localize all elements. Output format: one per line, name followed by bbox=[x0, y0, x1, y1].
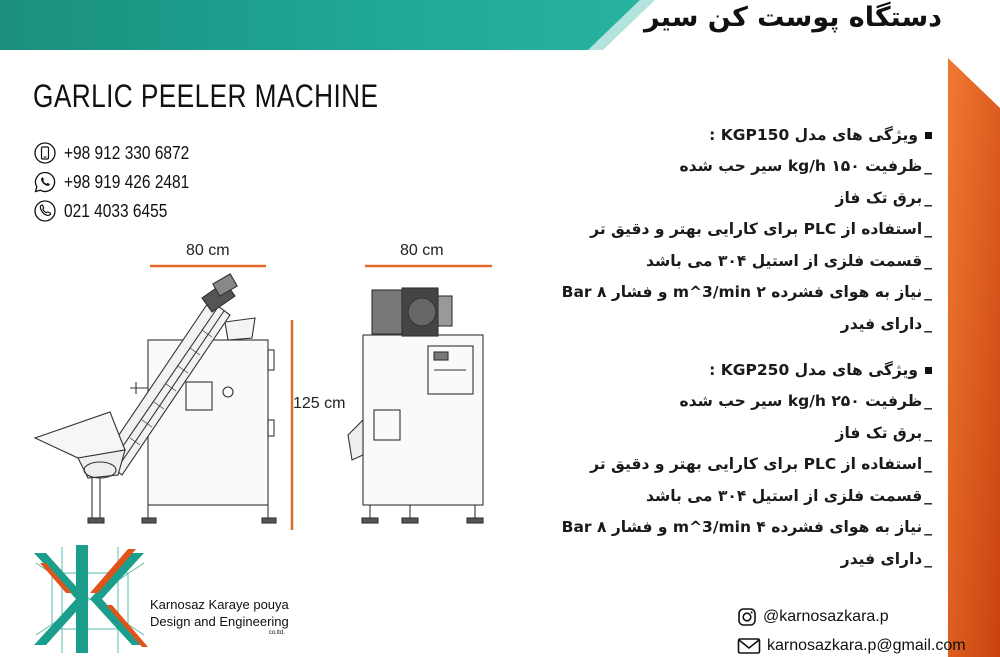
contact-mobile-text: +98 912 330 6872 bbox=[64, 142, 190, 163]
side-stripe bbox=[948, 58, 1000, 657]
page-title-farsi: دستگاه پوست کن سیر bbox=[644, 2, 942, 33]
spec-line-text: دارای فیدر bbox=[840, 549, 923, 568]
bullet-square-icon bbox=[925, 132, 932, 139]
email-icon bbox=[737, 637, 761, 655]
spec-line: _نیاز به هوای فشرده ۲ m^3/min و فشار ۸ Bar bbox=[561, 283, 932, 301]
company-line1: Karnosaz Karaye pouya bbox=[150, 597, 289, 612]
mobile-phone-icon bbox=[34, 142, 56, 164]
whatsapp-icon bbox=[34, 171, 56, 193]
bullet-square-icon bbox=[925, 367, 932, 374]
front-view-drawing bbox=[348, 288, 483, 523]
spec-line-text: قسمت فلزی از استیل ۳۰۴ می باشد bbox=[646, 251, 923, 270]
spec-line: _دارای فیدر bbox=[840, 314, 932, 333]
contact-whatsapp bbox=[34, 170, 210, 194]
company-line3: co.ltd. bbox=[268, 630, 285, 636]
social-email bbox=[737, 635, 966, 657]
spec-line-text: برق تک فاز bbox=[835, 188, 923, 207]
contact-whatsapp-text: +98 919 426 2481 bbox=[64, 171, 190, 192]
spec-line-text: ظرفیت ۱۵۰ kg/h سیر حب شده bbox=[679, 157, 923, 175]
company-line2: Design and Engineering bbox=[150, 614, 289, 629]
spec-line-text: ظرفیت ۲۵۰ kg/h سیر حب شده bbox=[679, 392, 923, 410]
spec-line: _ظرفیت ۲۵۰ kg/h سیر حب شده bbox=[679, 392, 932, 410]
spec-block-kgp250 bbox=[472, 355, 932, 575]
side-width-label: 80 cm bbox=[186, 242, 230, 259]
spec-line-text: استفاده از PLC برای کارایی بهتر و دقیق تر bbox=[590, 455, 923, 473]
spec-line-text: قسمت فلزی از استیل ۳۰۴ می باشد bbox=[646, 486, 923, 505]
spec-line-text: دارای فیدر bbox=[840, 314, 923, 333]
company-logo bbox=[32, 543, 148, 657]
spec-line-text: برق تک فاز bbox=[835, 423, 923, 442]
spec-line: _دارای فیدر bbox=[840, 549, 932, 568]
spec-line-text: استفاده از PLC برای کارایی بهتر و دقیق تر bbox=[590, 220, 923, 238]
side-view-drawing bbox=[35, 274, 276, 523]
spec-heading bbox=[472, 120, 932, 151]
spec-line-text: نیاز به هوای فشرده ۲ m^3/min و فشار ۸ Bar bbox=[561, 283, 923, 301]
spec-heading-text: ویژگی های مدل KGP150 : bbox=[709, 126, 918, 144]
machine-drawings bbox=[30, 260, 500, 535]
page-title-english: GARLIC PEELER MACHINE bbox=[33, 78, 379, 114]
height-label: 125 cm bbox=[293, 395, 346, 412]
contact-mobile bbox=[34, 141, 210, 165]
spec-line: _برق تک فاز bbox=[835, 188, 932, 207]
email-address[interactable]: karnosazkara.p@gmail.com bbox=[767, 637, 966, 654]
company-name bbox=[150, 596, 289, 637]
spec-line: _قسمت فلزی از استیل ۳۰۴ می باشد bbox=[646, 486, 932, 505]
contact-telephone bbox=[34, 199, 184, 223]
telephone-icon bbox=[34, 200, 56, 222]
instagram-icon bbox=[737, 607, 757, 627]
spec-block-kgp150 bbox=[472, 120, 932, 340]
spec-line: _برق تک فاز bbox=[835, 423, 932, 442]
spec-line-text: نیاز به هوای فشرده ۴ m^3/min و فشار ۸ Bar bbox=[561, 518, 923, 536]
spec-line: _قسمت فلزی از استیل ۳۰۴ می باشد bbox=[646, 251, 932, 270]
contact-telephone-text: 021 4033 6455 bbox=[64, 200, 168, 221]
social-instagram bbox=[737, 606, 889, 628]
spec-line: _نیاز به هوای فشرده ۴ m^3/min و فشار ۸ Bar bbox=[561, 518, 932, 536]
instagram-handle[interactable]: @karnosazkara.p bbox=[763, 608, 889, 625]
spec-heading-text: ویژگی های مدل KGP250 : bbox=[709, 361, 918, 379]
spec-line: _استفاده از PLC برای کارایی بهتر و دقیق تر bbox=[590, 455, 932, 473]
spec-line: _استفاده از PLC برای کارایی بهتر و دقیق تر bbox=[590, 220, 932, 238]
front-width-label: 80 cm bbox=[400, 242, 444, 259]
spec-line: _ظرفیت ۱۵۰ kg/h سیر حب شده bbox=[679, 157, 932, 175]
spec-heading bbox=[472, 355, 932, 386]
